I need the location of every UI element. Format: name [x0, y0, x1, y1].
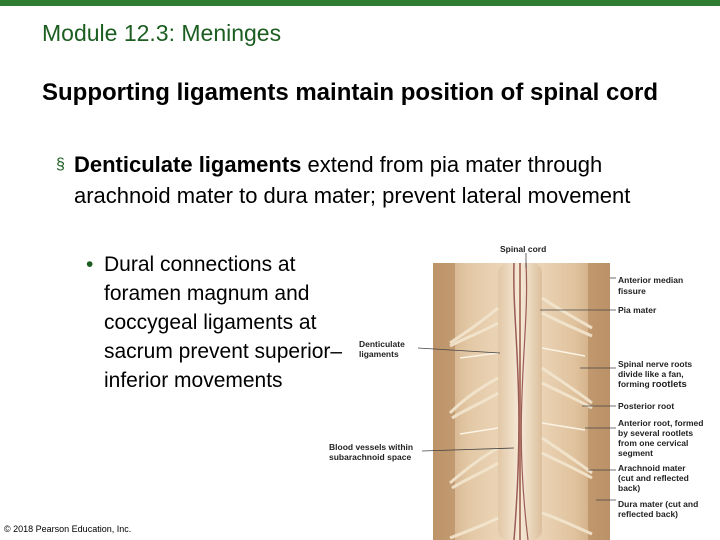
label-denticulate-1: Denticulate	[359, 339, 405, 349]
label-arachnoid-3: back)	[618, 483, 641, 493]
bullet-marker: §	[56, 156, 65, 173]
top-accent-bar	[0, 0, 720, 6]
spinal-cord-illustration	[300, 238, 720, 540]
bullet-denticulate	[56, 149, 656, 211]
bullet-text: extend from pia mater through arachnoid mater to dura mater; prevent lateral movement	[74, 152, 631, 208]
label-dura-mater-1: Dura mater (cut and	[618, 499, 699, 509]
main-heading: Supporting ligaments maintain position of spinal cord	[42, 79, 659, 106]
label-arachnoid-1: Arachnoid mater	[618, 463, 686, 473]
label-rootlets: rootlets	[652, 379, 687, 390]
sub-bullet-text: Dural connections at foramen magnum and coccygeal ligaments at sacrum prevent superior–inferior movements	[104, 253, 343, 392]
label-spinal-nerve-3	[618, 379, 687, 390]
copyright-notice: © 2018 Pearson Education, Inc.	[4, 524, 132, 534]
label-spinal-cord: Spinal cord	[500, 244, 547, 254]
spinal-cord-figure	[300, 238, 720, 540]
label-blood-vessels-2: subarachnoid space	[329, 452, 412, 462]
bullet-bold-term: Denticulate ligaments	[74, 152, 302, 177]
label-anterior-root-2: by several rootlets	[618, 428, 694, 438]
label-anterior-root-4: segment	[618, 448, 653, 458]
label-denticulate-2: ligaments	[359, 349, 399, 359]
bullet-body	[74, 149, 656, 211]
sub-bullet-marker: •	[86, 253, 94, 276]
label-anterior-median-2: fissure	[618, 286, 646, 296]
label-pia-mater: Pia mater	[618, 305, 657, 315]
label-blood-vessels-1: Blood vessels within	[329, 442, 414, 452]
label-anterior-median-1: Anterior median	[618, 275, 684, 285]
slide-title: Module 12.3: Meninges	[42, 20, 282, 46]
label-spinal-nerve-2: divide like a fan,	[618, 369, 684, 379]
dissection-photo	[433, 263, 610, 540]
label-spinal-nerve-3a: forming	[618, 379, 652, 389]
label-spinal-nerve-1: Spinal nerve roots	[618, 359, 693, 369]
label-dura-mater-2: reflected back)	[618, 509, 678, 519]
label-anterior-root-3: from one cervical	[618, 438, 689, 448]
label-anterior-root-1: Anterior root, formed	[618, 418, 704, 428]
label-arachnoid-2: (cut and reflected	[618, 473, 689, 483]
label-posterior-root: Posterior root	[618, 401, 675, 411]
